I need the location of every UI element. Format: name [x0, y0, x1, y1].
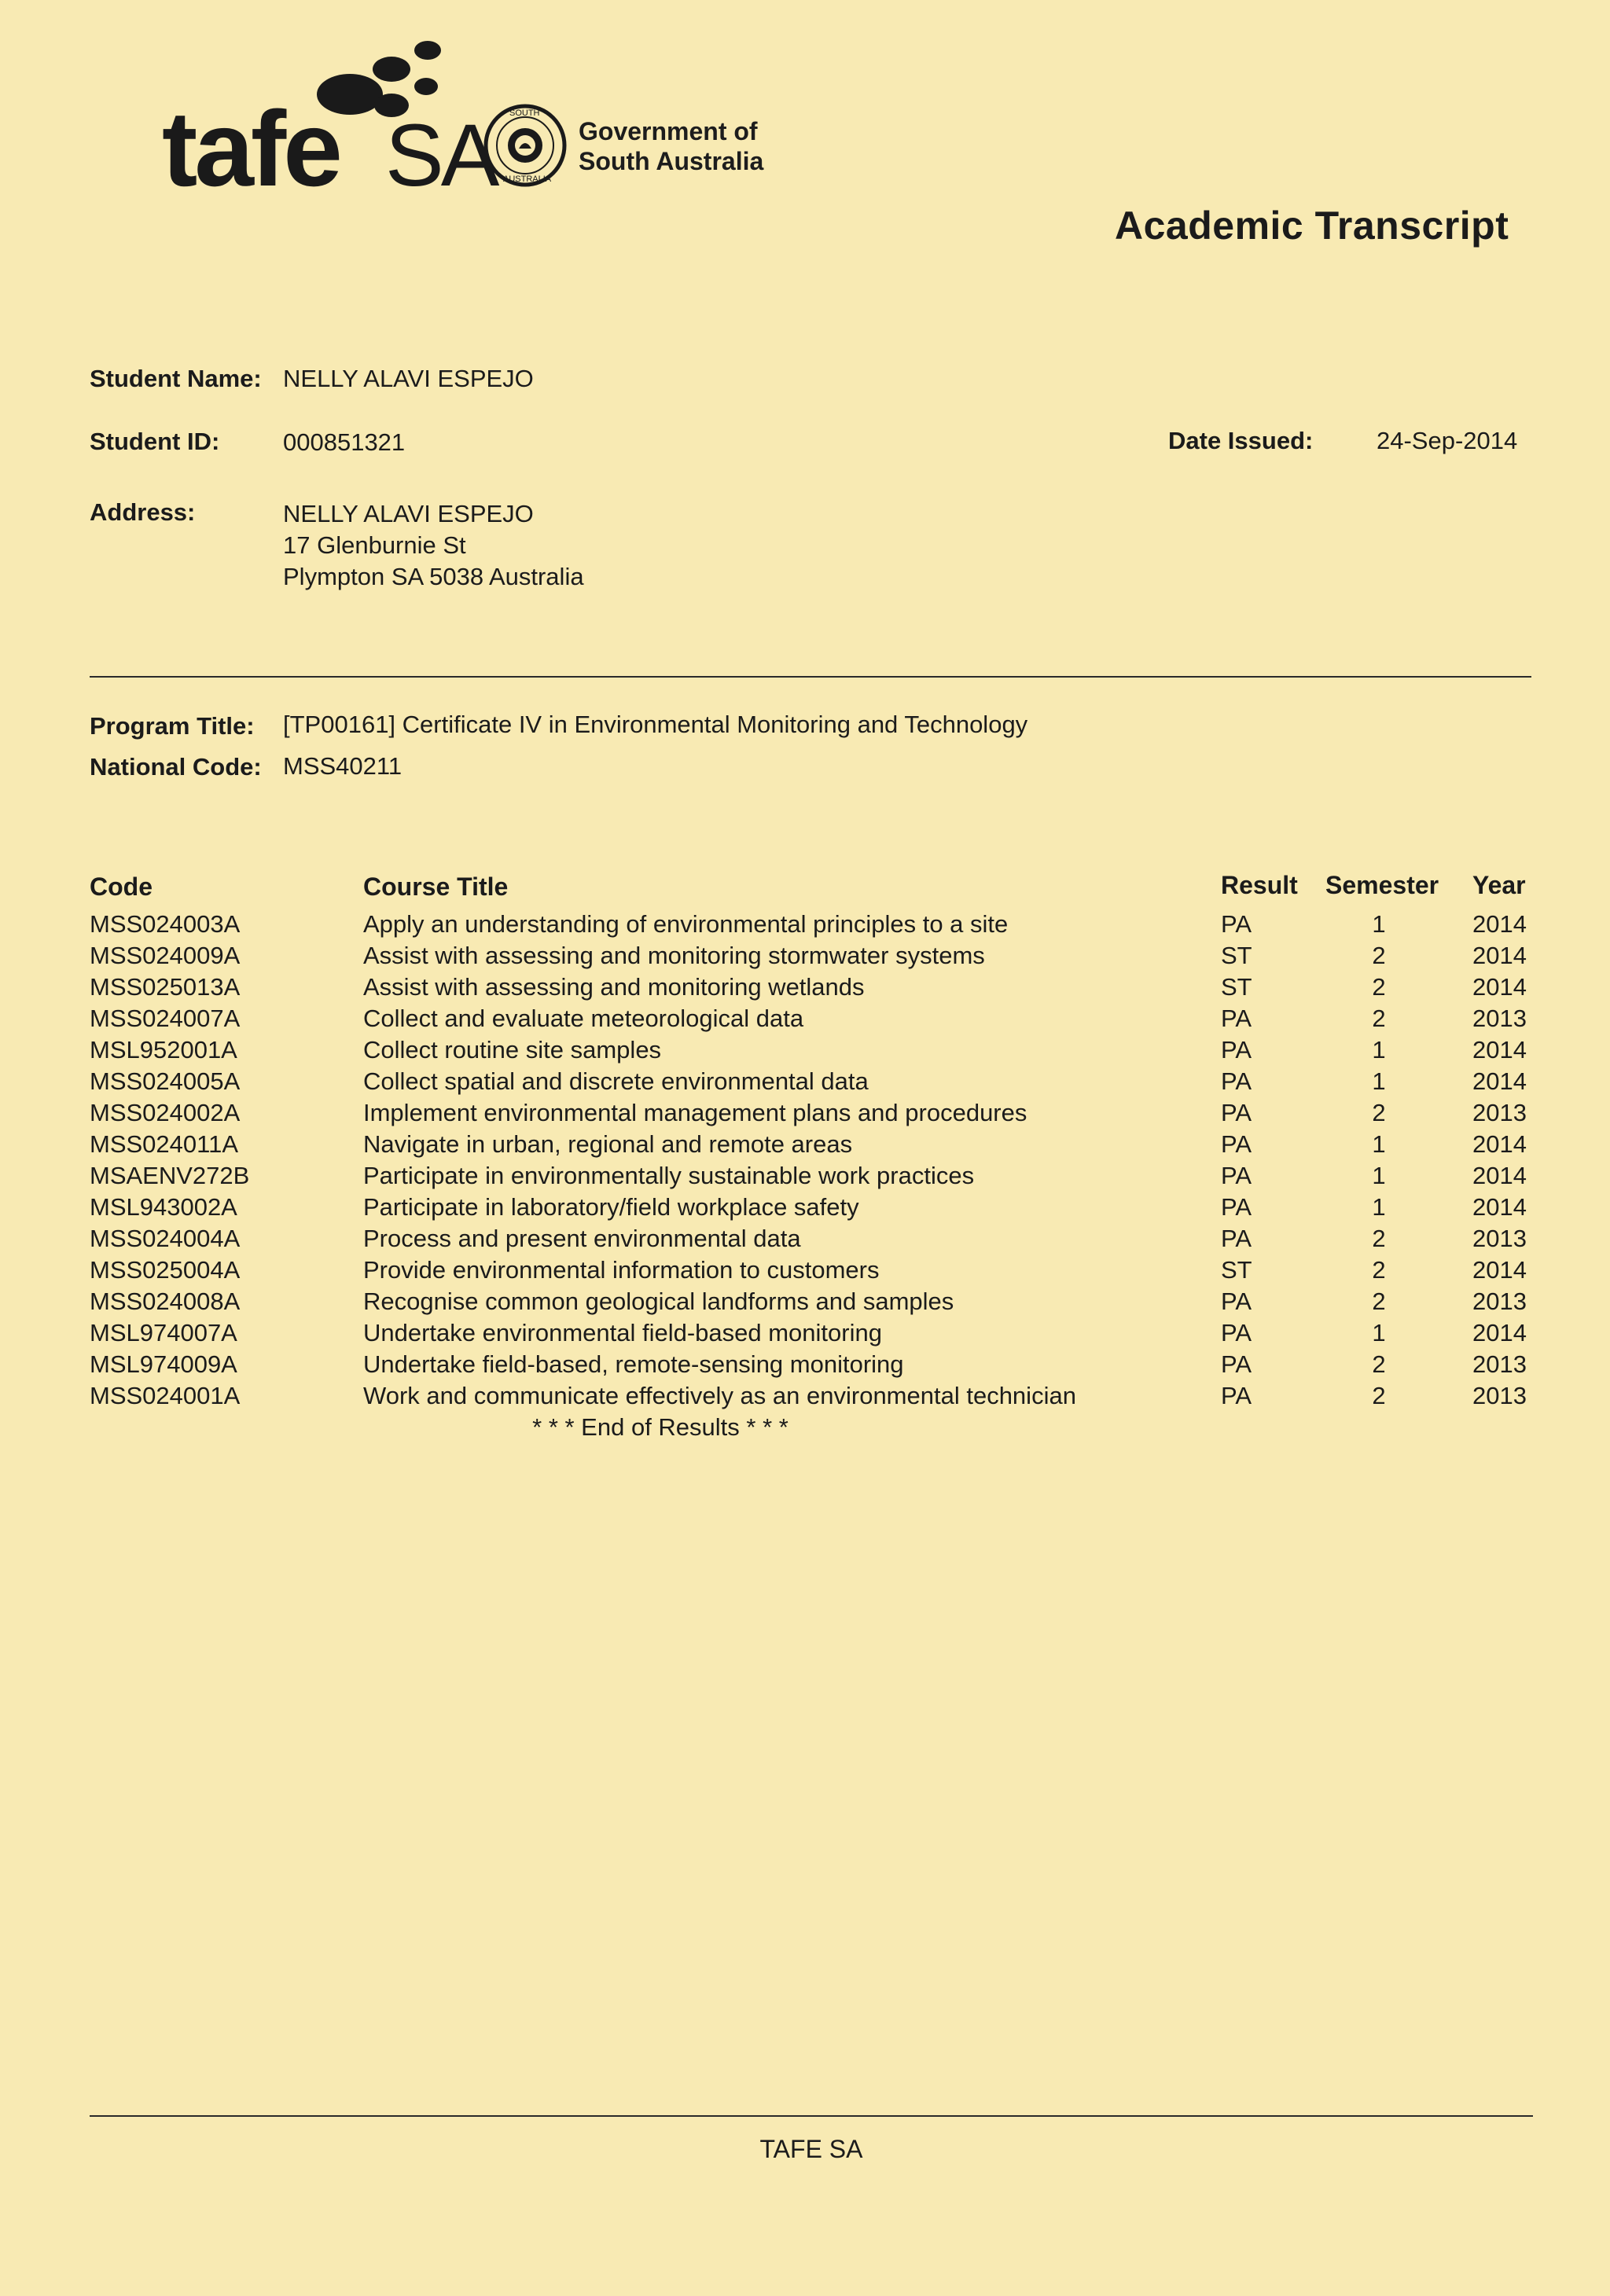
logo-dot-small-2 [414, 78, 438, 95]
table-row [0, 1099, 1610, 1130]
cell-result: PA [1221, 1036, 1252, 1064]
table-row [0, 942, 1610, 973]
cell-course-title: Participate in environmentally sustainable work practices [363, 1162, 975, 1189]
cell-year: 2013 [1472, 1288, 1527, 1315]
cell-year: 2013 [1472, 1225, 1527, 1252]
cell-result: PA [1221, 1193, 1252, 1221]
end-of-results-marker: * * * End of Results * * * [532, 1413, 788, 1441]
cell-year: 2013 [1472, 1382, 1527, 1409]
cell-code: MSAENV272B [90, 1162, 250, 1189]
cell-result: PA [1221, 910, 1252, 938]
cell-code: MSS024002A [90, 1099, 241, 1126]
cell-code: MSL974009A [90, 1350, 237, 1378]
cell-semester-value: 2 [1372, 1382, 1386, 1409]
cell-result: PA [1221, 1067, 1252, 1095]
cell-year: 2013 [1472, 1099, 1527, 1126]
cell-code: MSL943002A [90, 1193, 237, 1221]
logo-dot-medium [373, 57, 410, 82]
government-name [579, 116, 763, 176]
column-header-course-title: Course Title [363, 872, 509, 901]
cell-result: ST [1221, 973, 1252, 1001]
government-line-2: South Australia [579, 147, 764, 175]
cell-code: MSL952001A [90, 1036, 237, 1064]
cell-course-title: Collect spatial and discrete environmental data [363, 1067, 869, 1095]
cell-course-title: Apply an understanding of environmental principles to a site [363, 910, 1009, 938]
cell-result: PA [1221, 1099, 1252, 1126]
date-issued-value: 24-Sep-2014 [1377, 427, 1518, 454]
address-line-2: 17 Glenburnie St [283, 531, 466, 559]
cell-result: PA [1221, 1350, 1252, 1378]
student-name-value: NELLY ALAVI ESPEJO [283, 365, 534, 392]
document-title: Academic Transcript [1115, 204, 1509, 248]
cell-code: MSS024005A [90, 1067, 241, 1095]
cell-semester-value: 1 [1372, 1036, 1386, 1064]
table-row [0, 1193, 1610, 1225]
cell-course-title: Process and present environmental data [363, 1225, 801, 1252]
column-header-code: Code [90, 872, 153, 901]
table-row [0, 1067, 1610, 1099]
table-row [0, 1288, 1610, 1319]
government-line-1: Government of [579, 117, 758, 145]
cell-course-title: Provide environmental information to customers [363, 1256, 880, 1284]
column-header-result: Result [1221, 871, 1298, 899]
cell-year: 2014 [1472, 1067, 1527, 1095]
cell-semester-value: 1 [1372, 1067, 1386, 1095]
cell-semester-value: 1 [1372, 1319, 1386, 1346]
cell-course-title: Implement environmental management plans and procedures [363, 1099, 1027, 1126]
svg-text:SOUTH: SOUTH [509, 108, 540, 118]
table-row [0, 973, 1610, 1005]
cell-course-title: Assist with assessing and monitoring wetlands [363, 973, 865, 1001]
logo-text-tafe: tafe [162, 89, 340, 204]
table-row [0, 1005, 1610, 1036]
cell-result: ST [1221, 942, 1252, 969]
cell-year: 2014 [1472, 1256, 1527, 1284]
cell-code: MSS025004A [90, 1256, 241, 1284]
column-header-year: Year [1472, 871, 1526, 899]
student-name-label: Student Name: [90, 365, 262, 392]
cell-course-title: Navigate in urban, regional and remote areas [363, 1130, 853, 1158]
cell-year: 2014 [1472, 1319, 1527, 1346]
cell-result: PA [1221, 1130, 1252, 1158]
table-row [0, 1130, 1610, 1162]
cell-code: MSL974007A [90, 1319, 237, 1346]
table-row [0, 1319, 1610, 1350]
program-title-label: Program Title: [90, 712, 255, 740]
south-australia-seal-icon [486, 106, 564, 185]
cell-result: PA [1221, 1225, 1252, 1252]
cell-semester-value: 1 [1372, 1162, 1386, 1189]
cell-year: 2014 [1472, 1036, 1527, 1064]
cell-course-title: Undertake environmental field-based monitoring [363, 1319, 882, 1346]
cell-semester-value: 2 [1372, 1005, 1386, 1032]
cell-semester-value: 2 [1372, 1350, 1386, 1378]
cell-semester-value: 1 [1372, 1193, 1386, 1221]
address-block [283, 498, 584, 593]
cell-result: ST [1221, 1256, 1252, 1284]
column-header-semester: Semester [1325, 871, 1439, 899]
table-row [0, 1036, 1610, 1067]
cell-semester-value: 2 [1372, 1225, 1386, 1252]
cell-year: 2014 [1472, 910, 1527, 938]
svg-text:AUSTRALIA: AUSTRALIA [503, 174, 552, 184]
address-line-1: NELLY ALAVI ESPEJO [283, 500, 534, 527]
cell-semester-value: 2 [1372, 1288, 1386, 1315]
national-code-label: National Code: [90, 753, 262, 781]
student-id-value: 000851321 [283, 428, 406, 456]
logo-text-sa: SA [385, 106, 497, 204]
cell-semester-value: 2 [1372, 1099, 1386, 1126]
cell-semester-value: 1 [1372, 1130, 1386, 1158]
table-row [0, 1256, 1610, 1288]
footer-divider [90, 2115, 1533, 2117]
address-line-3: Plympton SA 5038 Australia [283, 563, 584, 590]
cell-code: MSS024009A [90, 942, 241, 969]
cell-result: PA [1221, 1005, 1252, 1032]
table-row [0, 910, 1610, 942]
cell-course-title: Work and communicate effectively as an environmental technician [363, 1382, 1076, 1409]
cell-code: MSS024001A [90, 1382, 241, 1409]
cell-year: 2014 [1472, 942, 1527, 969]
cell-code: MSS024011A [90, 1130, 238, 1158]
cell-result: PA [1221, 1319, 1252, 1346]
section-divider [90, 676, 1531, 678]
cell-course-title: Collect and evaluate meteorological data [363, 1005, 804, 1032]
cell-course-title: Collect routine site samples [363, 1036, 662, 1064]
cell-year: 2014 [1472, 973, 1527, 1001]
cell-code: MSS024007A [90, 1005, 241, 1032]
cell-code: MSS025013A [90, 973, 241, 1001]
program-title-value: [TP00161] Certificate IV in Environmental Monitoring and Technology [283, 711, 1028, 738]
national-code-value: MSS40211 [283, 752, 402, 780]
cell-code: MSS024003A [90, 910, 241, 938]
table-row [0, 1162, 1610, 1193]
cell-year: 2013 [1472, 1350, 1527, 1378]
cell-course-title: Participate in laboratory/field workplace safety [363, 1193, 859, 1221]
footer-text: TAFE SA [759, 2135, 863, 2163]
table-row [0, 1382, 1610, 1413]
address-label: Address: [90, 498, 196, 526]
cell-year: 2014 [1472, 1193, 1527, 1221]
table-row [0, 1350, 1610, 1382]
cell-year: 2014 [1472, 1130, 1527, 1158]
cell-year: 2014 [1472, 1162, 1527, 1189]
cell-code: MSS024008A [90, 1288, 241, 1315]
cell-course-title: Assist with assessing and monitoring stormwater systems [363, 942, 985, 969]
logo-dot-small [414, 41, 441, 60]
cell-result: PA [1221, 1382, 1252, 1409]
cell-semester-value: 2 [1372, 973, 1386, 1001]
cell-year: 2013 [1472, 1005, 1527, 1032]
student-id-label: Student ID: [90, 428, 220, 455]
cell-semester-value: 1 [1372, 910, 1386, 938]
table-row [0, 1225, 1610, 1256]
cell-result: PA [1221, 1288, 1252, 1315]
cell-semester-value: 2 [1372, 942, 1386, 969]
date-issued-label: Date Issued: [1168, 427, 1314, 454]
cell-code: MSS024004A [90, 1225, 241, 1252]
cell-course-title: Recognise common geological landforms and samples [363, 1288, 954, 1315]
cell-result: PA [1221, 1162, 1252, 1189]
cell-course-title: Undertake field-based, remote-sensing monitoring [363, 1350, 904, 1378]
cell-semester-value: 2 [1372, 1256, 1386, 1284]
